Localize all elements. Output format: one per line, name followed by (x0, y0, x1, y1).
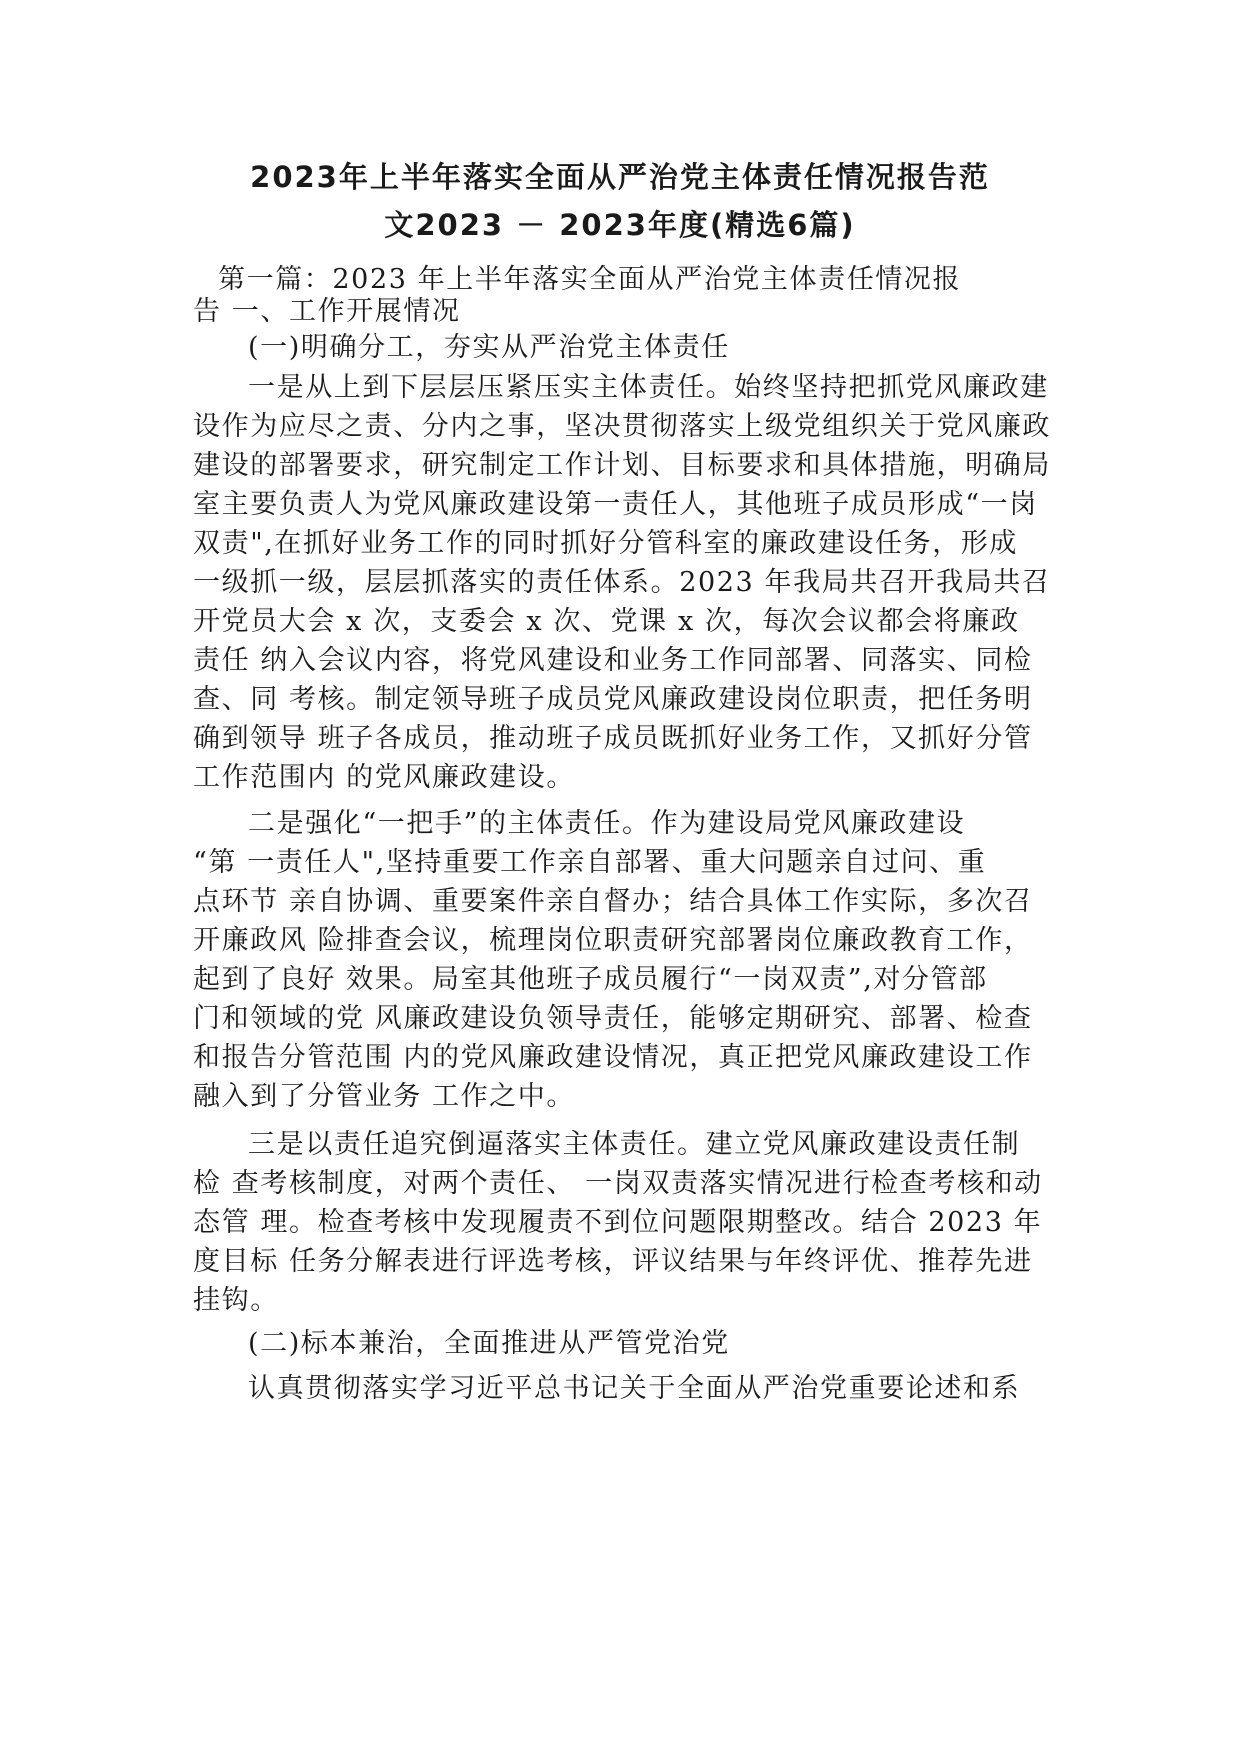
paragraph-line: 认真贯彻落实学习近平总书记关于全面从严治党重要论述和系 (248, 1373, 1021, 1404)
paragraph-line: “第 一责任人",坚持重要工作亲自部署、重大问题亲自过问、重 (193, 847, 987, 878)
section-heading-part-1: 第一篇：2023 年上半年落实全面从严治党主体责任情况报 (218, 264, 962, 295)
paragraph-line: 责任 纳入会议内容，将党风建设和业务工作同部署、同落实、同检 (193, 645, 1033, 676)
subheading-1: (一)明确分工，夯实从严治党主体责任 (248, 332, 730, 363)
paragraph-line: 三是以责任追究倒逼落实主体责任。建立党风廉政建设责任制 (248, 1129, 1021, 1160)
paragraph-line: 度目标 任务分解表进行评选考核，评议结果与年终评优、推荐先进 (193, 1246, 1033, 1277)
paragraph-line: 开廉政风 险排查会议，梳理岗位职责研究部署岗位廉政教育工作， (193, 925, 1033, 956)
paragraph-line: 设作为应尽之责、分内之事，坚决贯彻落实上级党组织关于党风廉政 (193, 411, 1051, 442)
paragraph-line: 确到领导 班子各成员，推动班子成员既抓好业务工作，又抓好分管 (193, 723, 1033, 754)
paragraph-line: 工作范围内 的党风廉政建设。 (193, 762, 575, 793)
section-heading-part-2: 告 一、工作开展情况 (193, 296, 461, 327)
document-title-line-2: 文2023 － 2023年度(精选6篇) (384, 208, 856, 242)
subheading-2: (二)标本兼治，全面推进从严管党治党 (248, 1328, 730, 1359)
paragraph-line: 态管 理。检查考核中发现履责不到位问题限期整改。结合 2023 年 (193, 1207, 1043, 1238)
paragraph-line: 双责",在抓好业务工作的同时抓好分管科室的廉政建设任务，形成 (193, 528, 1018, 559)
paragraph-line: 查、同 考核。制定领导班子成员党风廉政建设岗位职责，把任务明 (193, 684, 1033, 715)
paragraph-line: 开党员大会 x 次，支委会 x 次、党课 x 次，每次会议都会将廉政 (193, 606, 1020, 637)
paragraph-line: 挂钩。 (193, 1285, 279, 1316)
paragraph-line: 融入到了分管业务 工作之中。 (193, 1081, 575, 1112)
paragraph-line: 二是强化“一把手”的主体责任。作为建设局党风廉政建设 (248, 808, 966, 839)
paragraph-line: 一是从上到下层层压紧压实主体责任。始终坚持把抓党风廉政建 (248, 372, 1049, 403)
paragraph-line: 室主要负责人为党风廉政建设第一责任人，其他班子成员形成“一岗 (193, 489, 1038, 520)
paragraph-line: 建设的部署要求，研究制定工作计划、目标要求和具体措施，明确局 (193, 450, 1051, 481)
paragraph-line: 点环节 亲自协调、重要案件亲自督办；结合具体工作实际，多次召 (193, 886, 1033, 917)
paragraph-line: 和报告分管范围 内的党风廉政建设情况，真正把党风廉政建设工作 (193, 1042, 1033, 1073)
paragraph-line: 一级抓一级，层层抓落实的责任体系。2023 年我局共召开我局共召 (193, 567, 1051, 598)
document-title-line-1: 2023年上半年落实全面从严治党主体责任情况报告范 (250, 160, 990, 194)
paragraph-line: 检 查考核制度，对两个责任、 一岗双责落实情况进行检查考核和动 (193, 1168, 1043, 1199)
paragraph-line: 起到了良好 效果。局室其他班子成员履行“一岗双责”,对分管部 (193, 964, 988, 995)
paragraph-line: 门和领域的党 风廉政建设负领导责任，能够定期研究、部署、检查 (193, 1003, 1033, 1034)
